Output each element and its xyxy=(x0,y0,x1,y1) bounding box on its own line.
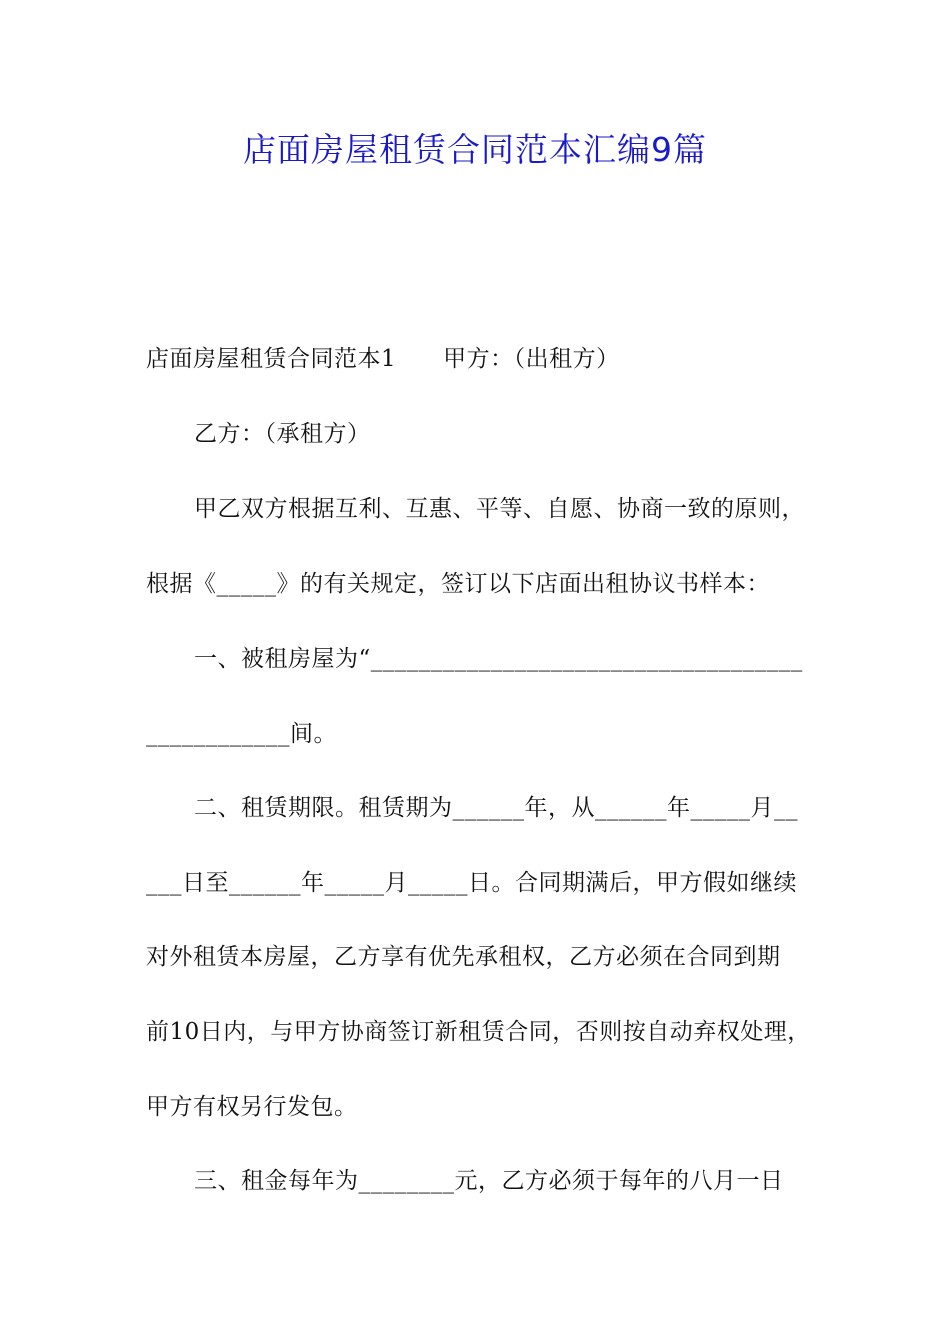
body-line-3: 甲乙双方根据互利、互惠、平等、自愿、协商一致的原则， xyxy=(194,496,805,522)
body-line-8: ___日至______年_____月_____日。合同期满后，甲方假如继续 xyxy=(146,870,797,896)
body-line-9: 对外租赁本房屋，乙方享有优先承租权，乙方必须在合同到期 xyxy=(146,944,781,970)
body-line-11: 甲方有权另行发包。 xyxy=(146,1094,358,1120)
body-line-4: 根据《_____》的有关规定，签订以下店面出租协议书样本： xyxy=(146,571,770,597)
body-line-5: 一、被租房屋为“____________________________________ xyxy=(194,646,803,672)
document-title: 店面房屋租赁合同范本汇编9篇 xyxy=(243,130,707,169)
body-line-12: 三、租金每年为________元，乙方必须于每年的八月一日 xyxy=(194,1168,784,1194)
body-line-2: 乙方：（承租方） xyxy=(194,421,371,447)
body-line-1: 店面房屋租赁合同范本1 甲方：（出租方） xyxy=(146,346,620,372)
body-line-6: ____________间。 xyxy=(146,721,337,747)
body-line-7: 二、租赁期限。租赁期为______年，从______年_____月__ xyxy=(194,795,798,821)
body-line-10: 前10日内，与甲方协商签订新租赁合同，否则按自动弃权处理， xyxy=(146,1019,811,1045)
